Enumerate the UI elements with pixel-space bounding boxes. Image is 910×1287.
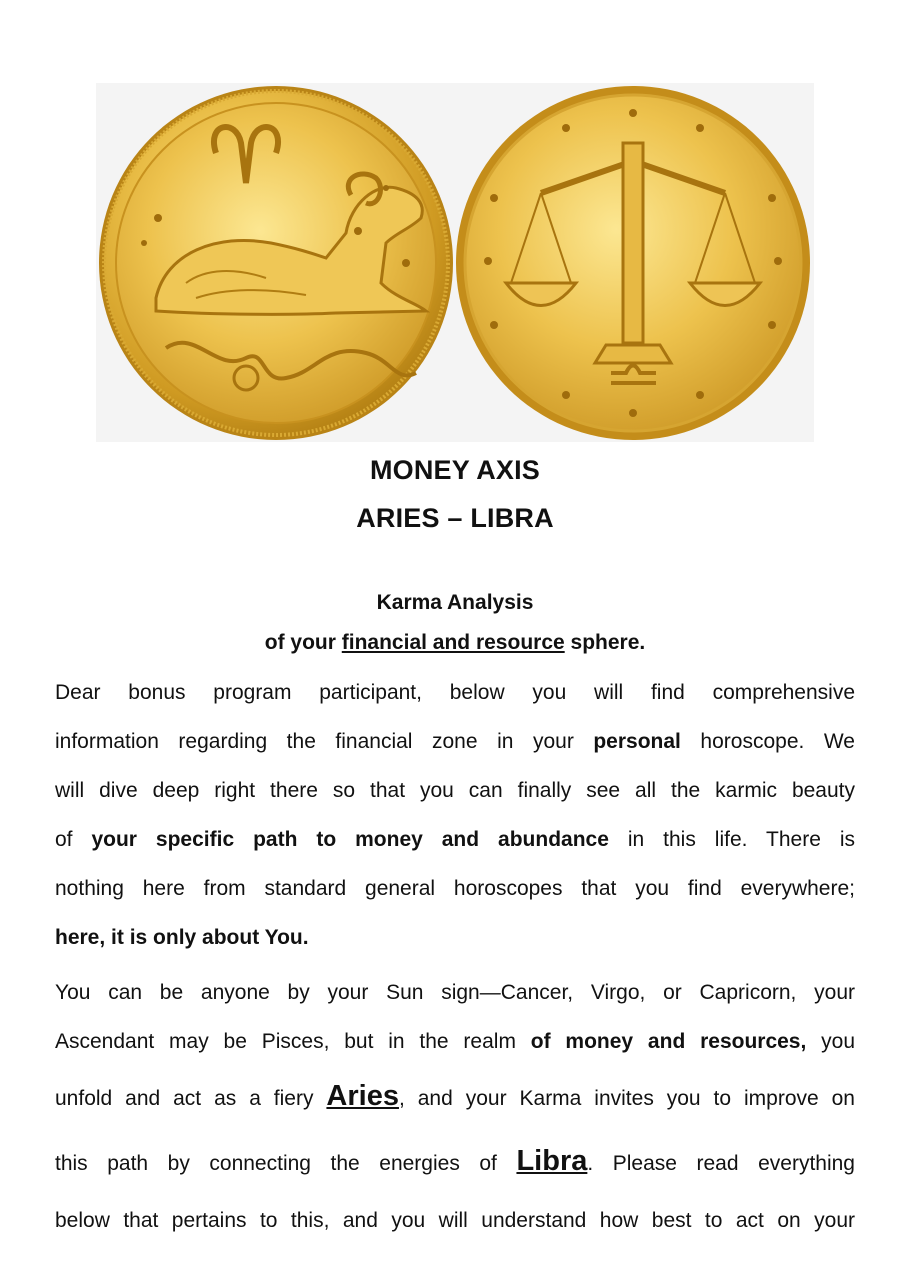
section-heading: Karma Analysis (376, 591, 534, 614)
paragraph-line (55, 815, 855, 864)
paragraph-line (55, 913, 855, 962)
text-run: horoscope. We (680, 730, 855, 753)
paragraph-line: nothing here from standard general horoscopes that you find everywhere; (55, 877, 855, 900)
paragraph-line: below that pertains to this, and you will understand how best to act on your (55, 1209, 855, 1232)
zodiac-coins-image (96, 83, 814, 442)
paragraph-line (55, 1129, 855, 1196)
aries-highlight: Aries (326, 1080, 399, 1112)
text-run: of (55, 828, 92, 851)
text-run: information regarding the financial zone in your (55, 730, 594, 753)
paragraph-line: You can be anyone by your Sun sign—Cancer, Virgo, or Capricorn, your (55, 981, 855, 1004)
text-run: . Please read everything (587, 1152, 855, 1175)
text-run: unfold and act as a fiery (55, 1087, 327, 1110)
aries-coin-icon (99, 86, 453, 440)
aries-libra-paragraph (55, 968, 855, 1245)
coins-illustration (96, 83, 814, 442)
text-run: , and your Karma invites you to improve on (398, 1087, 855, 1110)
page-title: MONEY AXIS (369, 455, 541, 485)
paragraph-line: will dive deep right there so that you can finally see all the karmic beauty (55, 779, 855, 802)
text-run: you (806, 1030, 856, 1053)
text-run: in this life. There is (608, 828, 855, 851)
section-subheading (0, 631, 910, 655)
paragraph-line: Dear bonus program participant, below you will find comprehensive (55, 681, 855, 704)
text-run: Ascendant may be Pisces, but in the realm (55, 1030, 531, 1053)
libra-highlight: Libra (516, 1145, 588, 1177)
page-subtitle: ARIES – LIBRA (356, 503, 554, 533)
section-subheading-prefix: of your (264, 631, 342, 654)
financial-sphere-link: financial and resource (341, 631, 565, 654)
section-subheading-suffix: sphere. (564, 631, 646, 654)
text-run: this path by connecting the energies of (55, 1152, 517, 1175)
emphasis-money: of money and resources, (530, 1030, 807, 1053)
intro-paragraph (55, 668, 855, 962)
paragraph-line (55, 717, 855, 766)
emphasis-you: here, it is only about You. (55, 926, 309, 949)
paragraph-line (55, 1066, 855, 1129)
emphasis-personal: personal (593, 730, 681, 753)
emphasis-path: your specific path to money and abundance (91, 828, 609, 851)
libra-coin-icon (456, 86, 810, 440)
paragraph-line (55, 1017, 855, 1066)
